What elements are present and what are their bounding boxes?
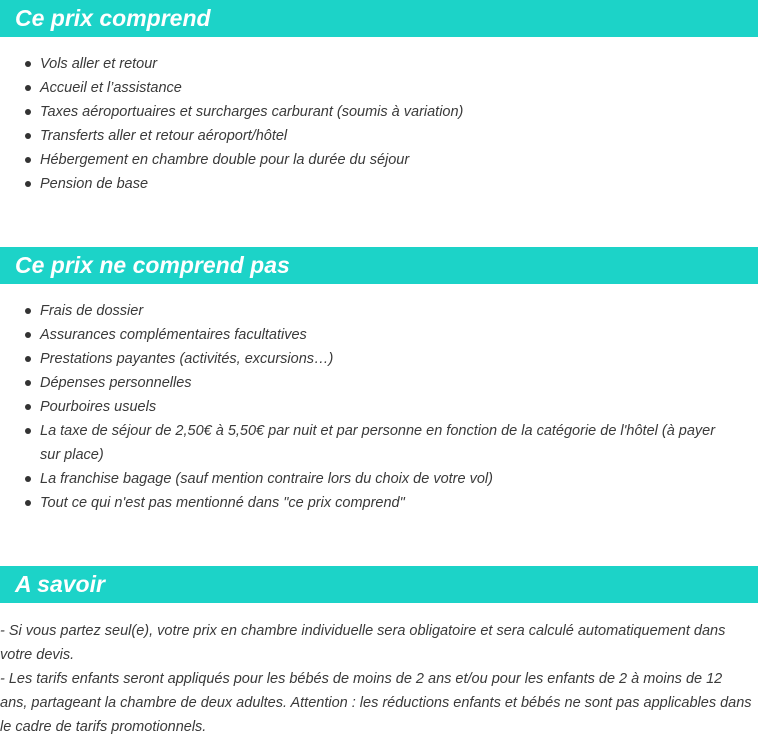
list-item-text: Assurances complémentaires facultatives (40, 327, 307, 343)
bullet-icon (25, 181, 31, 187)
list-item (0, 323, 758, 347)
list-item-text: Pourboires usuels (40, 399, 157, 415)
list-item (0, 172, 758, 196)
bullet-icon (25, 61, 31, 67)
excludes-list (0, 299, 758, 515)
list-item (0, 124, 758, 148)
bullet-icon (25, 332, 31, 338)
bullet-icon (25, 404, 31, 410)
list-item (0, 76, 758, 100)
notes-content (0, 619, 752, 739)
list-item-text: Vols aller et retour (40, 56, 158, 72)
list-item (0, 419, 758, 467)
bullet-icon (25, 476, 31, 482)
list-item (0, 100, 758, 124)
list-item-text: Tout ce qui n'est pas mentionné dans "ce prix comprend" (40, 495, 405, 511)
list-item-text: Transferts aller et retour aéroport/hôtel (40, 128, 288, 144)
bullet-icon (25, 428, 31, 434)
bullet-icon (25, 356, 31, 362)
list-item-text: Prestations payantes (activités, excursions…) (40, 351, 334, 367)
list-item-text: La franchise bagage (sauf mention contraire lors du choix de votre vol) (40, 471, 493, 487)
list-item-text: La taxe de séjour de 2,50€ à 5,50€ par nuit et par personne en fonction de la catégorie de l'hôtel (à payer sur place) (40, 423, 716, 463)
list-item-text: Hébergement en chambre double pour la durée du séjour (40, 152, 410, 168)
bullet-icon (25, 500, 31, 506)
list-item-text: Dépenses personnelles (40, 375, 192, 391)
list-item (0, 371, 758, 395)
list-item (0, 299, 758, 323)
bullet-icon (25, 157, 31, 163)
bullet-icon (25, 133, 31, 139)
list-item (0, 395, 758, 419)
list-item-text: Accueil et l’assistance (40, 80, 182, 96)
notes-section-title: A savoir (0, 566, 758, 603)
list-item-text: Taxes aéroportuaires et surcharges carburant (soumis à variation) (40, 104, 464, 120)
includes-list (0, 52, 758, 196)
list-item (0, 52, 758, 76)
includes-section-title: Ce prix comprend (0, 0, 758, 37)
list-item-text: Pension de base (40, 176, 149, 192)
note-paragraph: - Les tarifs enfants seront appliqués pour les bébés de moins de 2 ans et/ou pour les enfants de 2 à moins de 12 ans, partageant la chambre de deux adultes. Attention : les réductions enfants et bébés ne sont pas applicables dans le cadre de tarifs promotionnels. (0, 671, 752, 735)
list-item (0, 491, 758, 515)
list-item (0, 347, 758, 371)
list-item (0, 467, 758, 491)
list-item (0, 148, 758, 172)
excludes-section-title: Ce prix ne comprend pas (0, 247, 758, 284)
bullet-icon (25, 85, 31, 91)
note-paragraph: - Si vous partez seul(e), votre prix en chambre individuelle sera obligatoire et sera calculé automatiquement dans votre devis. (0, 623, 726, 663)
bullet-icon (25, 308, 31, 314)
bullet-icon (25, 109, 31, 115)
bullet-icon (25, 380, 31, 386)
list-item-text: Frais de dossier (40, 303, 144, 319)
